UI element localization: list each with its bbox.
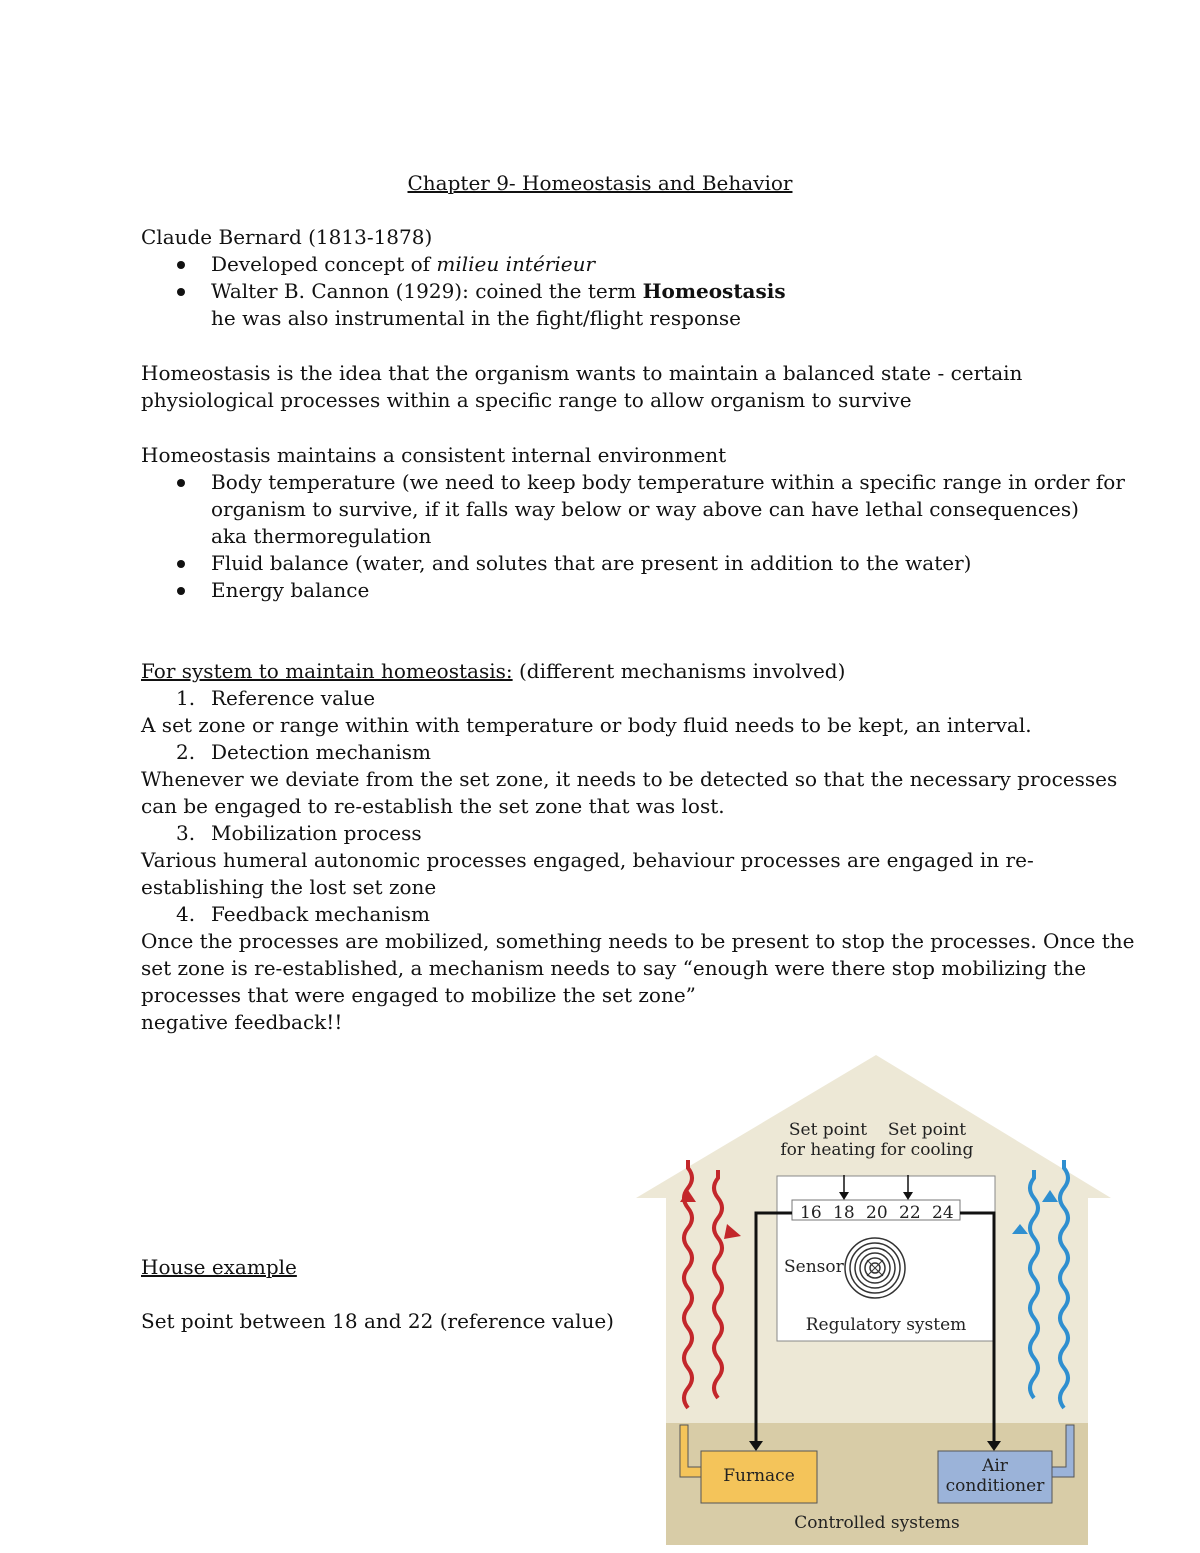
bullet-continuation: organism to survive, if it falls way below or way above can have lethal consequences) <box>211 497 1079 521</box>
label-line: for heating <box>780 1140 876 1160</box>
item-description: processes that were engaged to mobilize the set zone” <box>141 983 696 1007</box>
bullet-icon <box>177 587 185 595</box>
bullet-item <box>141 469 1125 496</box>
bullet-continuation: aka thermoregulation <box>211 524 432 548</box>
scale-tick-label: 20 <box>866 1203 888 1223</box>
bullet-continuation: he was also instrumental in the fight/flight response <box>211 306 741 330</box>
bullet-icon <box>177 479 185 487</box>
item-description: establishing the lost set zone <box>141 875 437 899</box>
numbered-item <box>141 901 1071 928</box>
bernard-heading: Claude Bernard (1813-1878) <box>141 225 433 249</box>
regulatory-system-label: Regulatory system <box>805 1315 967 1335</box>
cooling-setpoint-label <box>876 1120 978 1160</box>
bullet-item <box>141 577 1071 604</box>
item-description: can be engaged to re-establish the set zone that was lost. <box>141 794 725 818</box>
bullet-text: Body temperature (we need to keep body temperature within a specific range in order for <box>211 470 1125 494</box>
item-number: 2. <box>176 740 196 764</box>
bullet-item <box>141 278 1071 305</box>
bullet-item <box>141 251 1071 278</box>
label-line: Air <box>982 1456 1008 1476</box>
controlled-systems-label: Controlled systems <box>794 1513 960 1533</box>
heating-setpoint-label <box>778 1120 878 1160</box>
item-number: 4. <box>176 902 196 926</box>
internal-environment-section <box>141 442 1125 604</box>
thermostat-house-diagram <box>636 1053 1111 1548</box>
underlined-heading: For system to maintain homeostasis: <box>141 659 513 683</box>
bullet-icon <box>177 560 185 568</box>
section-heading: House example <box>141 1255 297 1279</box>
furnace-label: Furnace <box>723 1466 795 1486</box>
numbered-item <box>141 739 1071 766</box>
item-description: Whenever we deviate from the set zone, it needs to be detected so that the necessary processes <box>141 767 1118 791</box>
bullet-text: Fluid balance (water, and solutes that are present in addition to the water) <box>211 551 972 575</box>
bullet-text: Developed concept of <box>211 252 437 276</box>
section-heading: Homeostasis maintains a consistent internal environment <box>141 443 727 467</box>
air-conditioner-label <box>938 1456 1052 1496</box>
scale-tick-label: 22 <box>899 1203 921 1223</box>
label-line: Set point <box>887 1120 967 1140</box>
item-description: Various humeral autonomic processes engaged, behaviour processes are engaged in re- <box>141 848 1034 872</box>
closing-note: negative feedback!! <box>141 1010 343 1034</box>
bullet-text: Energy balance <box>211 578 370 602</box>
bullet-item <box>141 550 1071 577</box>
house-example-text: Set point between 18 and 22 (reference value) <box>141 1309 614 1333</box>
item-number: 3. <box>176 821 196 845</box>
mechanisms-section <box>141 658 1135 1036</box>
numbered-item <box>141 685 1071 712</box>
label-line: for cooling <box>880 1140 974 1160</box>
scale-tick-label: 24 <box>932 1203 954 1223</box>
scale-tick-label: 18 <box>833 1203 855 1223</box>
paragraph-line: Homeostasis is the idea that the organism wants to maintain a balanced state - certain <box>141 361 1023 385</box>
bullet-icon <box>177 261 185 269</box>
bullet-text: Walter B. Cannon (1929): coined the term <box>211 279 643 303</box>
heading-note: (different mechanisms involved) <box>512 659 846 683</box>
label-line: Set point <box>788 1120 868 1140</box>
bold-term: Homeostasis <box>642 279 786 303</box>
bullet-icon <box>177 288 185 296</box>
item-label: Detection mechanism <box>211 740 431 764</box>
numbered-item <box>141 820 1071 847</box>
sensor-label: Sensor <box>784 1257 844 1277</box>
item-description: set zone is re-established, a mechanism needs to say “enough were there stop mobilizing the <box>141 956 1087 980</box>
italic-term: milieu intérieur <box>436 252 596 276</box>
item-label: Reference value <box>211 686 376 710</box>
item-description: Once the processes are mobilized, something needs to be present to stop the processes. Once the <box>141 929 1135 953</box>
item-number: 1. <box>176 686 196 710</box>
label-line: conditioner <box>945 1476 1045 1496</box>
section-heading <box>141 658 1071 685</box>
scale-tick-label: 16 <box>800 1203 822 1223</box>
bernard-section <box>141 224 1071 332</box>
definition-paragraph <box>141 360 1071 414</box>
item-label: Feedback mechanism <box>211 902 430 926</box>
paragraph-line: physiological processes within a specific range to allow organism to survive <box>141 388 912 412</box>
item-label: Mobilization process <box>211 821 422 845</box>
item-description: A set zone or range within with temperature or body fluid needs to be kept, an interval. <box>141 713 1032 737</box>
page-title: Chapter 9- Homeostasis and Behavior <box>407 171 793 195</box>
